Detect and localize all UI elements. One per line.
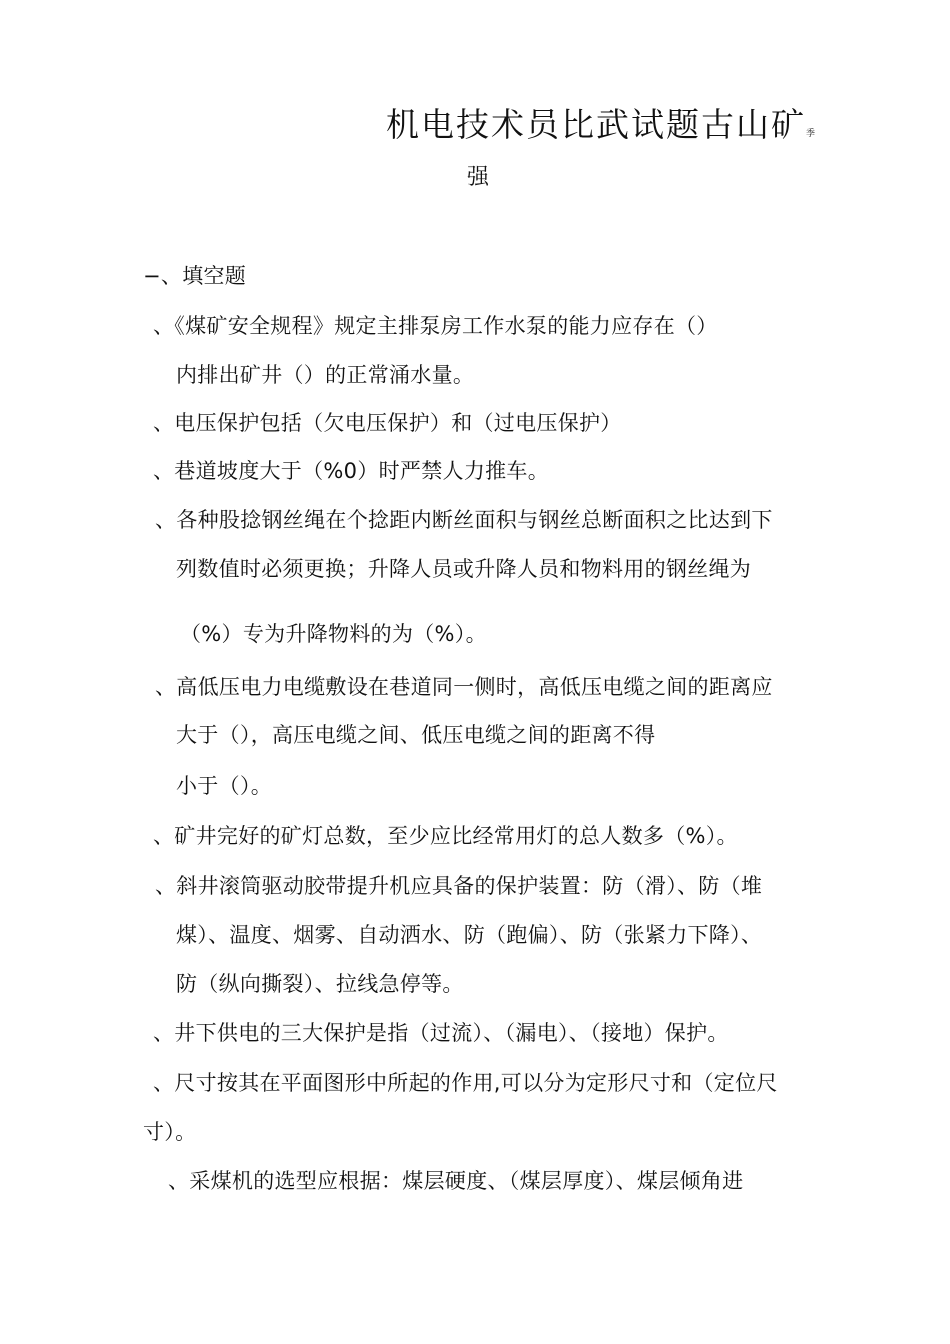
question-line: 、电压保护包括（欠电压保护）和（过电压保护） bbox=[153, 411, 622, 435]
question-line: 、巷道坡度大于（%0）时严禁人力推车。 bbox=[153, 459, 550, 483]
document-title bbox=[386, 104, 815, 155]
question-line: 大于（），高压电缆之间、低压电缆之间的距离不得 bbox=[176, 723, 656, 747]
question-line: 列数值时必须更换；升降人员或升降人员和物料用的钢丝绳为 bbox=[176, 557, 752, 581]
question-line: 寸）。 bbox=[143, 1120, 197, 1144]
question-line: 、矿井完好的矿灯总数，至少应比经常用灯的总人数多（%）。 bbox=[153, 824, 738, 848]
question-line: 小于（）。 bbox=[176, 774, 272, 798]
question-line: 、高低压电力电缆敷设在巷道同一侧时，高低压电缆之间的距离应 bbox=[155, 675, 773, 699]
question-line: 煤）、温度、烟雾、自动洒水、防（跑偏）、防（张紧力下降）、 bbox=[176, 923, 763, 947]
question-line: 、井下供电的三大保护是指（过流）、（漏电）、（接地）保护。 bbox=[153, 1021, 729, 1045]
author-name: 强 bbox=[467, 165, 490, 190]
question-line: （%）专为升降物料的为（%）。 bbox=[180, 622, 487, 646]
question-line: 内排出矿井（）的正常涌水量。 bbox=[176, 363, 475, 387]
question-line: 、《煤矿安全规程》规定主排泵房工作水泵的能力应存在（） bbox=[153, 314, 718, 338]
question-line: 防（纵向撕裂）、拉线急停等。 bbox=[176, 972, 464, 996]
section-heading: −、填空题 bbox=[143, 264, 247, 288]
title-mark: 季 bbox=[806, 129, 816, 139]
question-line: 、斜井滚筒驱动胶带提升机应具备的保护装置：防（滑）、防（堆 bbox=[155, 874, 763, 898]
title-text: 机电技术员比武试题古山矿 bbox=[386, 105, 806, 144]
question-line: 、各种股捻钢丝绳在个捻距内断丝面积与钢丝总断面积之比达到下 bbox=[155, 508, 773, 532]
question-line: 、尺寸按其在平面图形中所起的作用,可以分为定形尺寸和（定位尺 bbox=[153, 1071, 778, 1095]
question-line: 、采煤机的选型应根据：煤层硬度、（煤层厚度）、煤层倾角进 bbox=[168, 1169, 744, 1193]
